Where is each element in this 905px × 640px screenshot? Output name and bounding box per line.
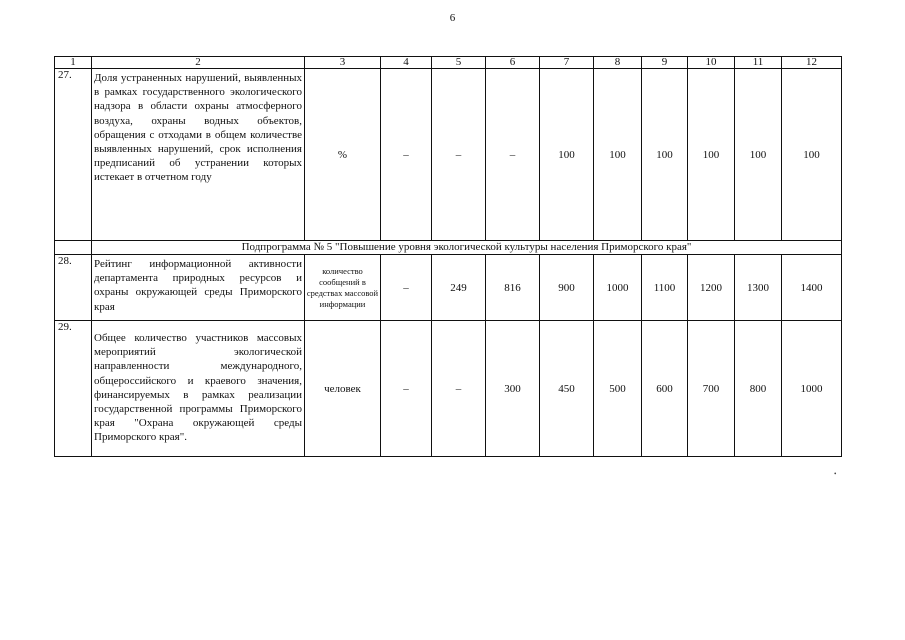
value-cell: –	[486, 69, 540, 241]
column-header: 9	[642, 57, 688, 69]
unit-cell: человек	[305, 321, 381, 457]
value-cell: 100	[594, 69, 642, 241]
value-cell: 700	[688, 321, 735, 457]
page-number: 6	[449, 12, 456, 24]
indicator-description: Доля устраненных нарушений, выявленных в рамках государственного экологического надзора в области охраны атмосферного воздуха, охраны водных объектов, обращения с отходами в общем количестве выявленных нарушений, срок исполнения предписаний об устранении которых истекает в отчетном году	[92, 69, 305, 241]
value-cell: –	[381, 69, 432, 241]
value-cell: –	[381, 321, 432, 457]
corner-mark: •	[834, 470, 837, 478]
value-cell: 800	[735, 321, 782, 457]
column-header: 11	[735, 57, 782, 69]
column-header: 12	[782, 57, 842, 69]
column-header: 1	[55, 57, 92, 69]
indicators-table	[54, 56, 842, 457]
value-cell: 249	[432, 255, 486, 321]
value-cell: 1400	[782, 255, 842, 321]
value-cell: 900	[540, 255, 594, 321]
table-row	[55, 321, 842, 457]
value-cell: 100	[540, 69, 594, 241]
value-cell: 100	[782, 69, 842, 241]
table-row	[55, 69, 842, 241]
empty-cell	[55, 241, 92, 255]
value-cell: 1000	[594, 255, 642, 321]
value-cell: 450	[540, 321, 594, 457]
column-header: 3	[305, 57, 381, 69]
column-header: 2	[92, 57, 305, 69]
column-header: 4	[381, 57, 432, 69]
value-cell: 816	[486, 255, 540, 321]
value-cell: 1000	[782, 321, 842, 457]
value-cell: 600	[642, 321, 688, 457]
row-number: 27.	[55, 69, 92, 241]
value-cell: –	[381, 255, 432, 321]
header-row	[55, 57, 842, 69]
column-header: 10	[688, 57, 735, 69]
table-row	[55, 255, 842, 321]
value-cell: 1200	[688, 255, 735, 321]
value-cell: –	[432, 321, 486, 457]
indicator-description: Рейтинг информационной активности департамента природных ресурсов и охраны окружающей среды Приморского края	[92, 255, 305, 321]
row-number: 28.	[55, 255, 92, 321]
value-cell: –	[432, 69, 486, 241]
column-header: 6	[486, 57, 540, 69]
value-cell: 100	[688, 69, 735, 241]
value-cell: 1300	[735, 255, 782, 321]
unit-cell: %	[305, 69, 381, 241]
row-number: 29.	[55, 321, 92, 457]
value-cell: 100	[735, 69, 782, 241]
indicator-description: Общее количество участников массовых мероприятий экологической направленности международного, общероссийского и краевого значения, финансируемых в рамках реализации государственной программы Приморского края "Охрана окружающей среды Приморского края".	[92, 321, 305, 457]
value-cell: 100	[642, 69, 688, 241]
value-cell: 300	[486, 321, 540, 457]
value-cell: 1100	[642, 255, 688, 321]
value-cell: 500	[594, 321, 642, 457]
column-header: 8	[594, 57, 642, 69]
column-header: 7	[540, 57, 594, 69]
unit-cell: количество сообщений в средствах массовой информации	[305, 255, 381, 321]
subprogram-row	[55, 241, 842, 255]
subprogram-title: Подпрограмма № 5 "Повышение уровня экологической культуры населения Приморского края"	[92, 241, 842, 255]
column-header: 5	[432, 57, 486, 69]
